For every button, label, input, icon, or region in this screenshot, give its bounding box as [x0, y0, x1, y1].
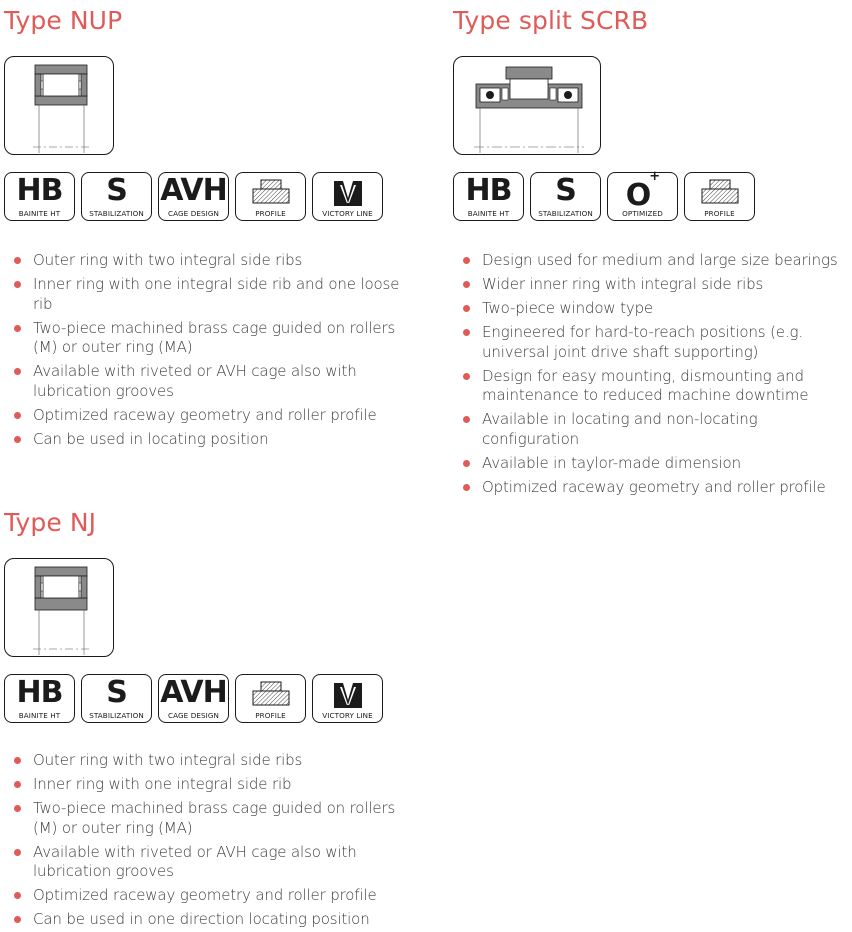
plus-superscript: + — [649, 169, 660, 184]
list-item: Optimized raceway geometry and roller profile — [459, 478, 852, 498]
feature-badges — [453, 169, 761, 221]
list-item: Engineered for hard-to-reach positions (e.g. universal joint drive shaft supporting) — [459, 323, 852, 362]
list-item: Available in taylor-made dimension — [459, 454, 852, 474]
bullet-icon — [463, 416, 470, 423]
badge-label: STABILIZATION — [538, 209, 593, 218]
bullet-icon — [463, 484, 470, 491]
victory-line-icon — [313, 678, 382, 710]
badge-victory-line — [312, 674, 383, 723]
badge-symbol: S — [106, 173, 127, 208]
list-item: Available in locating and non-locating configuration — [459, 410, 852, 449]
bullet-icon — [14, 849, 21, 856]
list-item: Optimized raceway geometry and roller profile — [10, 406, 400, 426]
feature-badges — [4, 674, 389, 723]
badge-symbol: HB — [465, 173, 512, 208]
victory-line-icon — [313, 176, 382, 208]
bullet-icon — [14, 805, 21, 812]
badge-symbol: S — [106, 675, 127, 710]
bullet-icon — [14, 757, 21, 764]
section-title: Type NUP — [4, 6, 123, 35]
bullet-icon — [14, 325, 21, 332]
nj-cross-section-drawing — [4, 558, 114, 657]
badge-label: PROFILE — [704, 209, 735, 218]
list-item: Available with riveted or AVH cage also with lubrication grooves — [10, 843, 400, 882]
list-item: Outer ring with two integral side ribs — [10, 251, 400, 271]
scrb-cross-section-drawing — [453, 56, 601, 155]
badge-label: PROFILE — [255, 711, 286, 720]
badge-label: CAGE DESIGN — [167, 209, 219, 218]
list-item: Outer ring with two integral side ribs — [10, 751, 400, 771]
feature-list — [459, 251, 852, 502]
profile-icon — [236, 176, 305, 208]
badge-label: VICTORY LINE — [322, 711, 373, 720]
list-item: Can be used in one direction locating position — [10, 910, 400, 930]
badge-bainite-ht — [4, 172, 75, 221]
badge-profile — [235, 172, 306, 221]
bullet-icon — [463, 281, 470, 288]
badge-symbol: HB — [16, 173, 63, 208]
profile-icon — [685, 176, 754, 208]
feature-list — [10, 251, 400, 454]
list-item: Inner ring with one integral side rib and one loose rib — [10, 275, 400, 314]
list-item: Design used for medium and large size bearings — [459, 251, 852, 271]
bullet-icon — [14, 436, 21, 443]
feature-badges — [4, 172, 389, 221]
badge-profile — [684, 172, 755, 221]
badge-bainite-ht — [4, 674, 75, 723]
bullet-icon — [463, 460, 470, 467]
bullet-icon — [14, 412, 21, 419]
badge-label: STABILIZATION — [89, 209, 144, 218]
nup-cross-section-drawing — [4, 56, 114, 155]
bullet-icon — [463, 373, 470, 380]
badge-label: BAINITE HT — [18, 209, 61, 218]
badge-stabilization — [81, 172, 152, 221]
badge-profile — [235, 674, 306, 723]
list-item: Two-piece window type — [459, 299, 852, 319]
badge-victory-line — [312, 172, 383, 221]
badge-label: BAINITE HT — [18, 711, 61, 720]
section-title: Type NJ — [4, 508, 97, 537]
list-item: Two-piece machined brass cage guided on rollers (M) or outer ring (MA) — [10, 799, 400, 838]
bullet-icon — [14, 892, 21, 899]
badge-label: STABILIZATION — [89, 711, 144, 720]
section-type-split-scrb — [453, 6, 852, 496]
list-item: Two-piece machined brass cage guided on rollers (M) or outer ring (MA) — [10, 319, 400, 358]
badge-symbol: AVH — [160, 675, 227, 710]
list-item: Can be used in locating position — [10, 430, 400, 450]
bullet-icon — [14, 916, 21, 923]
badge-label: OPTIMIZED — [622, 209, 663, 218]
section-type-nup — [4, 6, 404, 456]
badge-cage-design — [158, 172, 229, 221]
section-title: Type split SCRB — [453, 6, 649, 35]
badge-symbol: O+ — [625, 169, 660, 213]
badge-label: CAGE DESIGN — [167, 711, 219, 720]
bullet-icon — [463, 329, 470, 336]
bullet-icon — [14, 368, 21, 375]
list-item: Available with riveted or AVH cage also with lubrication grooves — [10, 362, 400, 401]
badge-symbol: HB — [16, 675, 63, 710]
badge-label: PROFILE — [255, 209, 286, 218]
bullet-icon — [463, 257, 470, 264]
bullet-icon — [14, 257, 21, 264]
feature-list — [10, 751, 400, 932]
profile-icon — [236, 678, 305, 710]
badge-stabilization — [81, 674, 152, 723]
bullet-icon — [463, 305, 470, 312]
badge-symbol: AVH — [160, 173, 227, 208]
badge-symbol: S — [555, 173, 576, 208]
badge-optimized — [607, 169, 678, 221]
badge-label: BAINITE HT — [467, 209, 510, 218]
list-item: Design for easy mounting, dismounting and maintenance to reduced machine downtime — [459, 367, 852, 406]
list-item: Wider inner ring with integral side ribs — [459, 275, 852, 295]
badge-bainite-ht — [453, 172, 524, 221]
badge-cage-design — [158, 674, 229, 723]
bullet-icon — [14, 281, 21, 288]
badge-label: VICTORY LINE — [322, 209, 373, 218]
bullet-icon — [14, 781, 21, 788]
list-item: Inner ring with one integral side rib — [10, 775, 400, 795]
badge-stabilization — [530, 172, 601, 221]
section-type-nj — [4, 508, 404, 932]
list-item: Optimized raceway geometry and roller profile — [10, 886, 400, 906]
